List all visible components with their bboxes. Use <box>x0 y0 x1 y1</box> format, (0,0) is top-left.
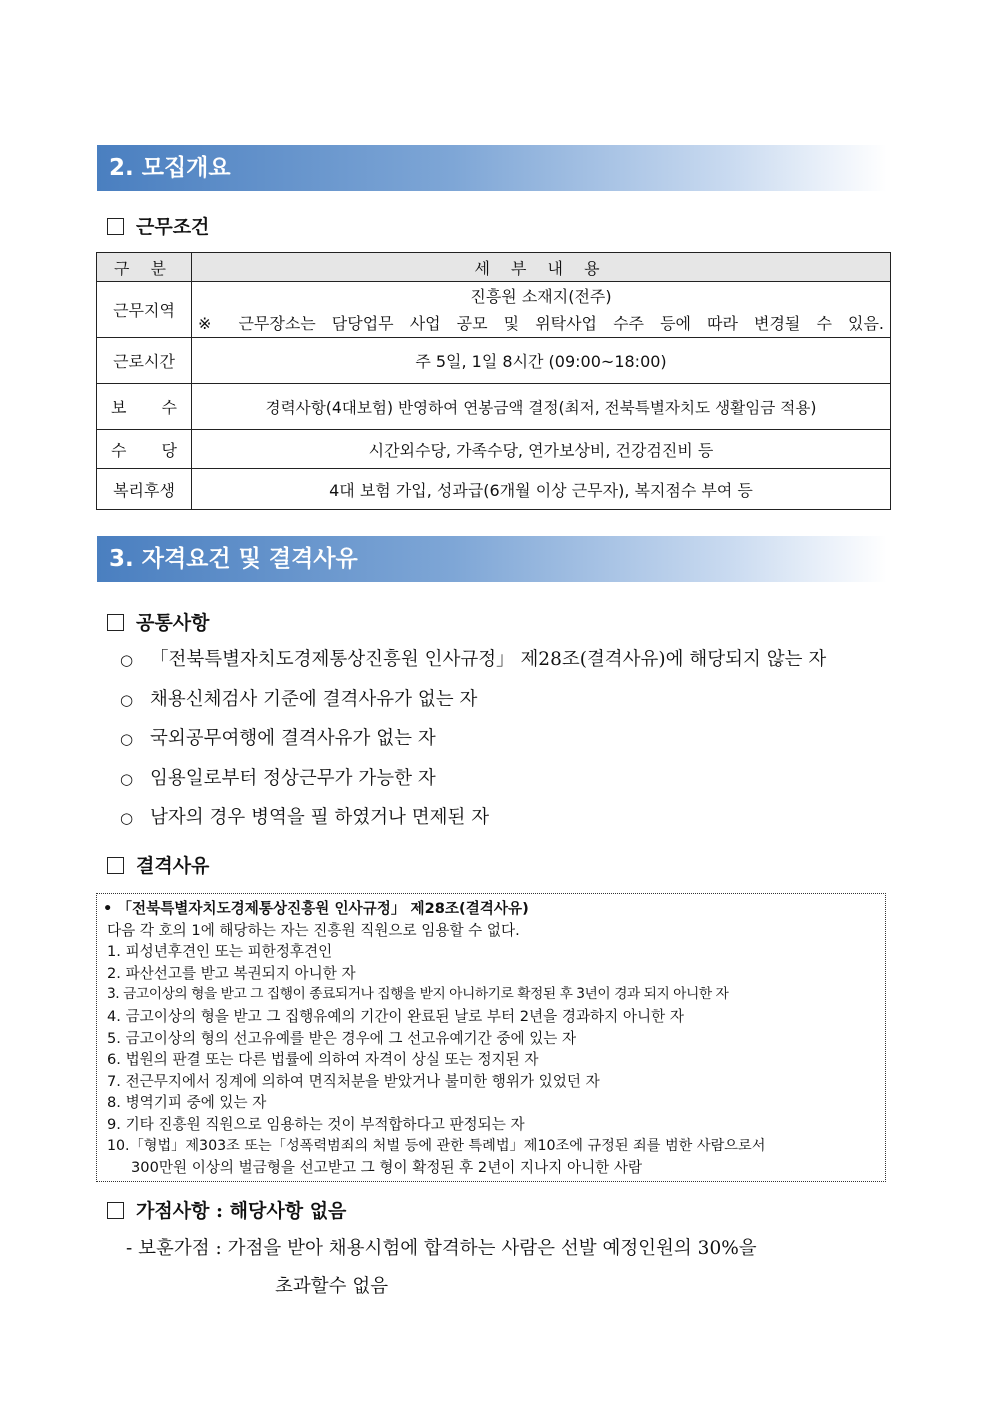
row-label-hours: 근로시간 <box>97 338 192 384</box>
checkbox-square-icon <box>107 1202 124 1219</box>
table-row <box>97 430 891 469</box>
circle-bullet-icon: ○ <box>120 730 134 748</box>
list-item <box>120 803 826 843</box>
regulation-title: • 「전북특별자치도경제통상진흥원 인사규정」 제28조(결격사유) <box>103 900 529 917</box>
checkbox-square-icon <box>107 218 124 235</box>
table-header-category: 구 분 <box>97 253 192 282</box>
row-value-location <box>192 282 891 338</box>
list-item-continuation: 300만원 이상의 벌금형을 선고받고 그 형이 확정된 후 2년이 지나지 아니한 사람 <box>131 1159 643 1177</box>
row-label-salary: 보 수 <box>97 384 192 430</box>
list-item: 2. 파산선고를 받고 복권되지 아니한 자 <box>107 964 356 982</box>
row-value-hours: 주 5일, 1일 8시간 (09:00~18:00) <box>192 338 891 384</box>
list-item: 8. 병역기피 중에 있는 자 <box>107 1094 267 1112</box>
list-item: 6. 법원의 판결 또는 다른 법률에 의하여 자격이 상실 또는 정지된 자 <box>107 1051 539 1069</box>
disqualification-heading <box>107 851 209 878</box>
row-label-location: 근무지역 <box>97 282 192 338</box>
table-header-row <box>97 253 891 282</box>
common-heading-text: 공통사항 <box>136 612 210 634</box>
checkbox-square-icon <box>107 857 124 874</box>
section-title-qualifications: 3. 자격요건 및 결격사유 <box>97 536 887 582</box>
veteran-points-note-cont: 초과할수 없음 <box>275 1276 389 1297</box>
list-item: 1. 피성년후견인 또는 피한정후견인 <box>107 943 333 961</box>
common-requirements-heading <box>107 608 209 635</box>
row-value-salary: 경력사항(4대보험) 반영하여 연봉금액 결정(최저, 전북특별자치도 생활임금 적용) <box>192 384 891 430</box>
regulation-intro: 다음 각 호의 1에 해당하는 자는 진흥원 직원으로 임용할 수 없다. <box>107 921 520 939</box>
work-conditions-heading <box>107 212 209 239</box>
list-item: 4. 금고이상의 형을 받고 그 집행유예의 기간이 완료된 날로 부터 2년을 경과하지 아니한 자 <box>107 1007 684 1025</box>
list-item: 3. 금고이상의 형을 받고 그 집행이 종료되거나 집행을 받지 아니하기로 확정된 후 3년이 경과 되지 아니한 자 <box>107 986 729 1003</box>
disqualification-heading-text: 결격사유 <box>136 855 210 877</box>
row-value-allowance: 시간외수당, 가족수당, 연가보상비, 건강검진비 등 <box>192 430 891 469</box>
table-row <box>97 282 891 338</box>
circle-bullet-icon: ○ <box>120 690 134 709</box>
table-row <box>97 338 891 384</box>
list-item <box>120 764 826 804</box>
work-conditions-heading-text: 근무조건 <box>136 216 210 238</box>
list-item: 10.「형법」제303조 또는「성폭력범죄의 처벌 등에 관한 특례법」제10조에 규정된 죄를 범한 사람으로서 <box>107 1137 766 1154</box>
list-item <box>120 685 826 725</box>
list-item-text: 남자의 경우 병역을 필 하였거나 면제된 자 <box>150 807 490 828</box>
extra-points-heading-text: 가점사항 : 해당사항 없음 <box>136 1200 347 1222</box>
circle-bullet-icon: ○ <box>120 651 134 669</box>
location-value: 진흥원 소재지(전주) <box>470 286 612 306</box>
circle-bullet-icon: ○ <box>120 769 134 788</box>
list-item: 9. 기타 진흥원 직원으로 임용하는 것이 부적합하다고 판정되는 자 <box>107 1115 525 1133</box>
list-item-text: 「전북특별자치도경제통상진흥원 인사규정」 제28조(결격사유)에 해당되지 않는 자 <box>150 649 827 670</box>
list-item <box>120 645 826 685</box>
list-item: 7. 전근무지에서 징계에 의하여 면직처분을 받았거나 불미한 행위가 있었던 자 <box>107 1072 600 1090</box>
list-item-text: 임용일로부터 정상근무가 가능한 자 <box>150 767 436 789</box>
circle-bullet-icon: ○ <box>120 809 134 827</box>
list-item-text: 국외공무여행에 결격사유가 없는 자 <box>150 728 436 749</box>
table-header-details: 세 부 내 용 <box>192 253 891 282</box>
row-label-allowance: 수 당 <box>97 430 192 469</box>
checkbox-square-icon <box>107 614 124 631</box>
section-title-recruitment: 2. 모집개요 <box>97 145 887 191</box>
veteran-points-note: - 보훈가점 : 가점을 받아 채용시험에 합격하는 사람은 선발 예정인원의 30%을 <box>126 1238 757 1259</box>
table-row <box>97 469 891 510</box>
list-item <box>120 724 826 764</box>
list-item-text: 채용신체검사 기준에 결격사유가 없는 자 <box>150 688 478 710</box>
extra-points-heading <box>107 1196 346 1223</box>
disqualification-regulation-box <box>96 893 886 1182</box>
work-conditions-table <box>96 252 891 510</box>
location-note: ※ 근무장소는 담당업무 사업 공모 및 위탁사업 수주 등에 따라 변경될 수 있음. <box>198 313 884 333</box>
list-item: 5. 금고이상의 형의 선고유예를 받은 경우에 그 선고유예기간 중에 있는 자 <box>107 1029 577 1047</box>
row-value-welfare: 4대 보험 가입, 성과급(6개월 이상 근무자), 복지점수 부여 등 <box>192 469 891 510</box>
row-label-welfare: 복리후생 <box>97 469 192 510</box>
table-row <box>97 384 891 430</box>
common-requirements-list <box>120 645 826 843</box>
